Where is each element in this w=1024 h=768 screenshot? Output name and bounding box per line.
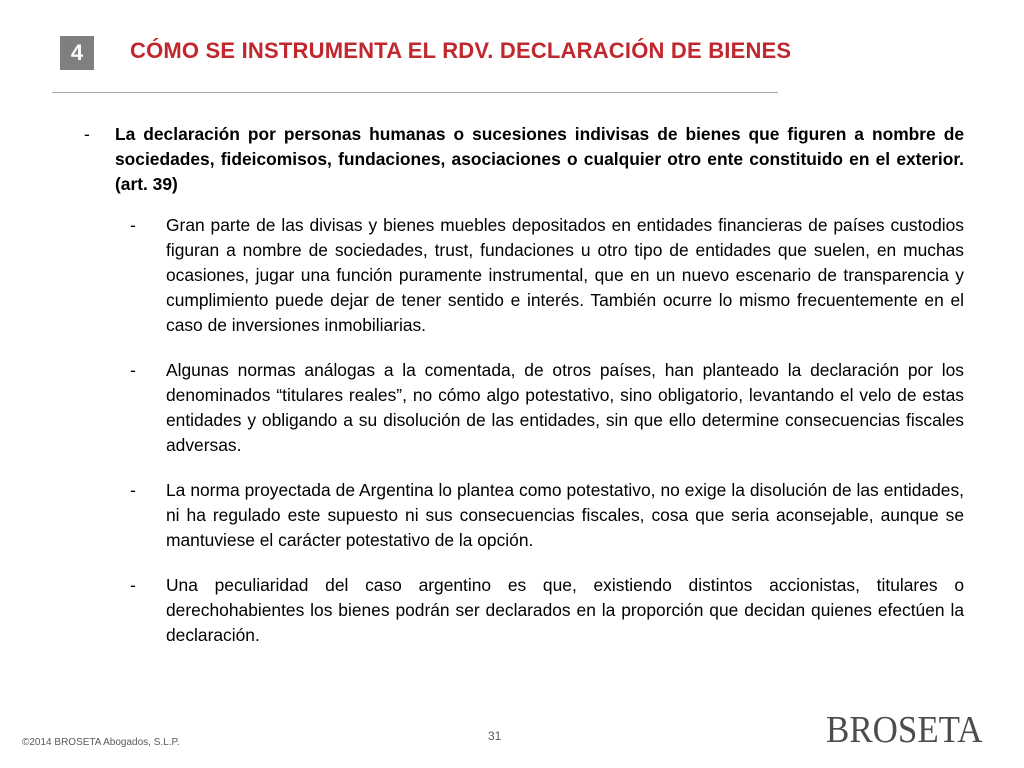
- sub-bullet-text: La norma proyectada de Argentina lo plantea como potestativo, no exige la disolución de las entidades, ni ha regulado este supuesto ni sus consecuencias fiscales, cosa que seria aconsejable, aunque se mantuviese el carácter potestativo de la opción.: [166, 480, 964, 550]
- main-bullet-text: La declaración por personas humanas o sucesiones indivisas de bienes que figuren a nombre de sociedades, fideicomisos, fundaciones, asociaciones o cualquier otro ente constituido en el exterior. (art. 39): [115, 124, 964, 194]
- broseta-logo: BROSETA: [826, 709, 983, 751]
- slide-title: CÓMO SE INSTRUMENTA EL RDV. DECLARACIÓN DE BIENES: [130, 38, 792, 63]
- sub-bullet-item: [130, 358, 964, 458]
- sub-bullet-item: [130, 213, 964, 338]
- page-number: 31: [488, 729, 502, 743]
- title-divider: [52, 92, 778, 93]
- bullet-dash: -: [130, 575, 136, 595]
- sub-bullet-text: Gran parte de las divisas y bienes muebles depositados en entidades financieras de países custodios figuran a nombre de sociedades, trust, fundaciones u otro tipo de entidades que suelen, en muchas ocasiones, jugar una función puramente instrumental, que en un nuevo escenario de transparencia y cumplimiento puede dejar de tener sentido e interés. También ocurre lo mismo frecuentemente en el caso de inversiones inmobiliarias.: [166, 215, 964, 335]
- copyright-footer: ©2014 BROSETA Abogados, S.L.P.: [22, 737, 180, 748]
- main-bullet-item: [84, 122, 964, 197]
- bullet-dash: -: [130, 480, 136, 500]
- slide-content: [84, 122, 964, 648]
- bullet-dash: -: [130, 215, 136, 235]
- sub-bullet-text: Una peculiaridad del caso argentino es que, existiendo distintos accionistas, titulares o derechohabientes los bienes podrán ser declarados en la proporción que decidan quienes efectúen la declaración.: [166, 575, 964, 645]
- sub-bullet-item: [130, 478, 964, 553]
- bullet-dash: -: [84, 124, 90, 144]
- sub-bullet-text: Algunas normas análogas a la comentada, de otros países, han planteado la declaración por los denominados “titulares reales”, no cómo algo potestativo, sino obligatorio, levantando el velo de estas entidades y obligando a su disolución de las entidades, sin que ello determine consecuencias fiscales adversas.: [166, 360, 964, 455]
- section-number-badge: 4: [60, 36, 94, 70]
- bullet-dash: -: [130, 360, 136, 380]
- sub-bullet-item: [130, 573, 964, 648]
